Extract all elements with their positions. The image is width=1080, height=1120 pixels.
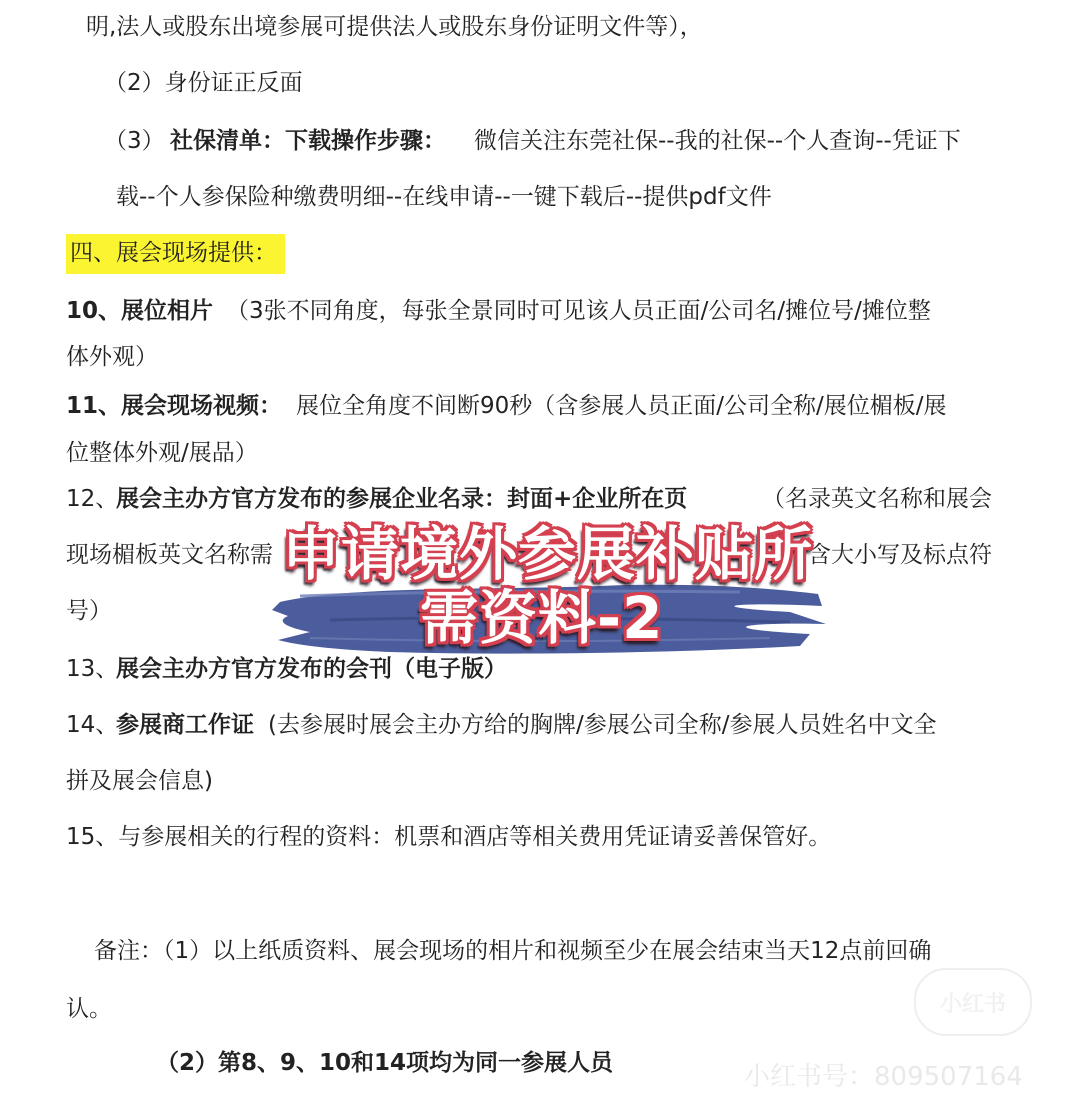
text-line-bold: 11、展会现场视频： bbox=[66, 393, 283, 419]
text-line-bold: （2）第8、9、10和14项均为同一参展人员 bbox=[156, 1050, 614, 1076]
section-heading bbox=[66, 238, 285, 268]
text-line: 14、 bbox=[66, 712, 119, 738]
text-line: （2）身份证正反面 bbox=[104, 70, 303, 96]
text-line-bold: 展会主办方官方发布的会刊（电子版） bbox=[116, 656, 507, 682]
watermark-logo-text: 小红书 bbox=[939, 991, 1006, 1017]
text-line: 备注：（1）以上纸质资料、展会现场的相片和视频至少在展会结束当天12点前回确 bbox=[94, 938, 932, 964]
text-line: 体外观） bbox=[66, 344, 158, 370]
text-line: 位整体外观/展品） bbox=[66, 440, 258, 466]
text-line: （3张不同角度，每张全景同时可见该人员正面/公司名/摊位号/摊位整 bbox=[226, 298, 931, 324]
text-line: 含大小写及标点符 bbox=[808, 542, 992, 568]
text-line: 明,法人或股东出境参展可提供法人或股东身份证明文件等）， bbox=[86, 14, 703, 40]
text-line: （3） bbox=[104, 128, 165, 154]
title-line-1: 申请境外参展补贴所 bbox=[282, 520, 814, 588]
text-line: （名录英文名称和展会 bbox=[762, 486, 992, 512]
text-line: 现场楣板英文名称需 bbox=[66, 542, 273, 568]
watermark-id: 小红书号：809507164 bbox=[744, 1062, 1023, 1092]
text-line: 载--个人参保险种缴费明细--在线申请--一键下载后--提供pdf文件 bbox=[116, 184, 772, 210]
text-line: 13、 bbox=[66, 656, 119, 682]
highlight-mark: 四、展会现场提供： bbox=[66, 234, 285, 274]
title-line-2: 需资料-2 bbox=[420, 584, 664, 652]
text-line: 15、与参展相关的行程的资料：机票和酒店等相关费用凭证请妥善保管好。 bbox=[66, 824, 832, 850]
text-line: 展位全角度不间断90秒（含参展人员正面/公司全称/展位楣板/展 bbox=[296, 393, 947, 419]
watermark-logo bbox=[914, 968, 1032, 1036]
text-line: 拼及展会信息) bbox=[66, 768, 213, 794]
text-line: 12、 bbox=[66, 486, 119, 512]
text-line-bold: 10、展位相片 bbox=[66, 298, 214, 324]
text-line: 号） bbox=[66, 598, 112, 624]
text-line-bold: 社保清单：下载操作步骤： bbox=[170, 128, 446, 154]
title-overlay bbox=[270, 520, 830, 670]
text-line: 微信关注东莞社保--我的社保--个人查询--凭证下 bbox=[474, 128, 961, 154]
text-line: (去参展时展会主办方给的胸牌/参展公司全称/参展人员姓名中文全 bbox=[268, 712, 937, 738]
text-line-bold: 展会主办方官方发布的参展企业名录：封面+企业所在页 bbox=[116, 486, 688, 512]
text-line: 认。 bbox=[66, 996, 112, 1022]
text-line-bold: 参展商工作证 bbox=[116, 712, 254, 738]
